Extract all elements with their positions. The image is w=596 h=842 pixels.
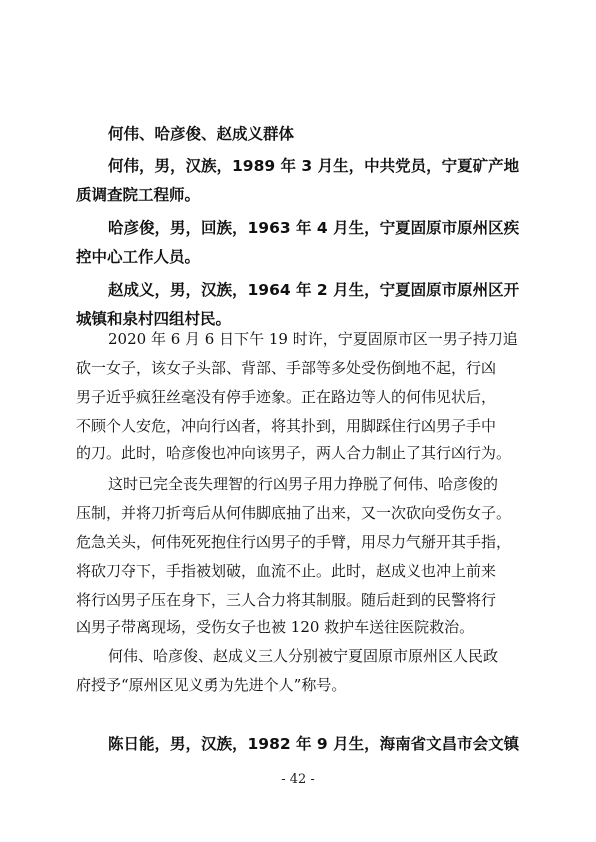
page-number: - 42 - (281, 772, 315, 787)
profile-zhaochengyi-line-1: 赵成义，男，汉族，1964 年 2 月生，宁夏固原市原州区开 (108, 281, 520, 299)
paragraph-3-line-2: 府授予“原州区见义勇为先进个人”称号。 (76, 676, 347, 694)
paragraph-2-line-6: 凶男子带离现场，受伤女子也被 120 救护车送往医院救治。 (76, 618, 475, 636)
paragraph-1-line-3: 男子近乎疯狂丝毫没有停手迹象。正在路边等人的何伟见状后， (76, 388, 497, 406)
profile-hewei-line-1: 何伟，男，汉族，1989 年 3 月生，中共党员，宁夏矿产地 (108, 157, 520, 175)
paragraph-2-line-1: 这时已完全丧失理智的行凶男子用力挣脱了何伟、哈彦俊的 (108, 475, 499, 493)
group-title: 何伟、哈彦俊、赵成义群体 (108, 125, 295, 143)
next-entry-line: 陈日能，男，汉族，1982 年 9 月生，海南省文昌市会文镇 (108, 735, 520, 753)
paragraph-1-line-4: 不顾个人安危，冲向行凶者，将其扑到，用脚踩住行凶男子手中 (76, 417, 497, 435)
paragraph-2-line-4: 将砍刀夺下，手指被划破，血流不止。此时，赵成义也冲上前来 (76, 562, 497, 580)
profile-zhaochengyi-line-2: 城镇和泉村四组村民。 (76, 310, 232, 328)
profile-hayanjun-line-2: 控中心工作人员。 (76, 248, 201, 266)
paragraph-1-line-5: 的刀。此时，哈彦俊也冲向该男子，两人合力制止了其行凶行为。 (76, 444, 512, 462)
paragraph-2-line-3: 危急关头，何伟死死抱住行凶男子的手臂，用尽力气掰开其手指， (76, 533, 512, 551)
paragraph-1-line-1: 2020 年 6 月 6 日下午 19 时许，宁夏固原市区一男子持刀追 (108, 330, 518, 348)
paragraph-1-line-2: 砍一女子，该女子头部、背部、手部等多处受伤倒地不起，行凶 (76, 359, 497, 377)
profile-hewei-line-2: 质调查院工程师。 (76, 186, 201, 204)
profile-hayanjun-line-1: 哈彦俊，男，回族，1963 年 4 月生，宁夏固原市原州区疾 (108, 219, 520, 237)
paragraph-3-line-1: 何伟、哈彦俊、赵成义三人分别被宁夏固原市原州区人民政 (108, 647, 499, 665)
paragraph-2-line-2: 压制，并将刀折弯后从何伟脚底抽了出来，又一次砍向受伤女子。 (76, 504, 512, 522)
paragraph-2-line-5: 将行凶男子压在身下，三人合力将其制服。随后赶到的民警将行 (76, 591, 497, 609)
